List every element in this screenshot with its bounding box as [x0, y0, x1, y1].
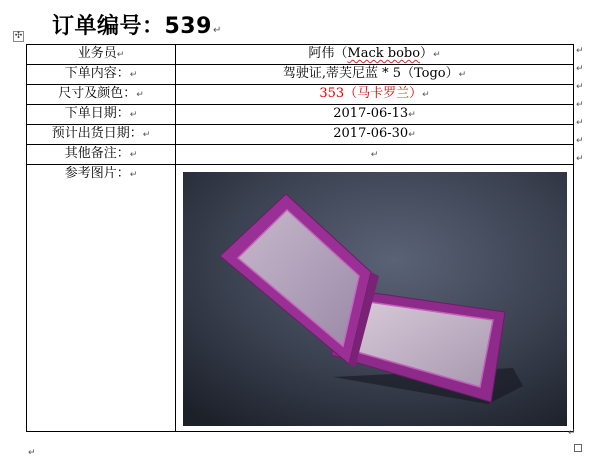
order-title [52, 9, 222, 40]
label-size-color: 尺寸及颜色：↵ [27, 85, 176, 105]
row-end-mark-icon: ↵ [576, 154, 584, 164]
value-order-content[interactable]: 驾驶证,蒂芙尼蓝 * 5（Togo）↵ [176, 65, 574, 85]
value-other-notes[interactable]: ↵ [176, 145, 574, 165]
spellcheck-underlined-name: Mack bobo [347, 46, 421, 61]
paragraph-mark-icon: ↵ [212, 25, 222, 36]
salesperson-name: 阿伟（Mack bobo） [308, 46, 434, 61]
table-row [27, 85, 574, 105]
table-move-handle-icon[interactable]: ✣ [14, 31, 23, 41]
label-order-date: 下单日期：↵ [27, 105, 176, 125]
label-order-content: 下单内容：↵ [27, 65, 176, 85]
label-ship-date: 预计出货日期：↵ [27, 125, 176, 145]
order-title-text: 订单编号：539 [52, 14, 212, 39]
value-size-color[interactable]: 353（马卡罗兰）↵ [176, 85, 574, 105]
table-row [27, 65, 574, 85]
table-resize-handle-icon[interactable] [574, 444, 582, 452]
cell-end-mark-icon: ↵ [568, 428, 576, 438]
table-row [27, 145, 574, 165]
row-end-mark-icon: ↵ [576, 64, 584, 74]
label-reference-image: 参考图片：↵ [27, 165, 176, 432]
purple-leather-card-holder-image[interactable] [183, 172, 567, 426]
document-end-mark-icon: ↵ [28, 448, 36, 458]
row-end-mark-icon: ↵ [576, 82, 584, 92]
row-end-mark-icon: ↵ [576, 136, 584, 146]
value-salesperson[interactable]: 阿伟（Mack bobo）↵ [176, 45, 574, 65]
value-ship-date[interactable]: 2017-06-30↵ [176, 125, 574, 145]
table-row [27, 45, 574, 65]
value-reference-image[interactable] [176, 165, 574, 432]
order-table [26, 44, 574, 432]
table-row [27, 105, 574, 125]
row-end-mark-icon: ↵ [576, 118, 584, 128]
row-end-mark-icon: ↵ [576, 100, 584, 110]
label-salesperson: 业务员↵ [27, 45, 176, 65]
table-row [27, 165, 574, 432]
table-row [27, 125, 574, 145]
row-end-mark-icon: ↵ [576, 46, 584, 56]
value-order-date[interactable]: 2017-06-13↵ [176, 105, 574, 125]
label-other-notes: 其他备注：↵ [27, 145, 176, 165]
